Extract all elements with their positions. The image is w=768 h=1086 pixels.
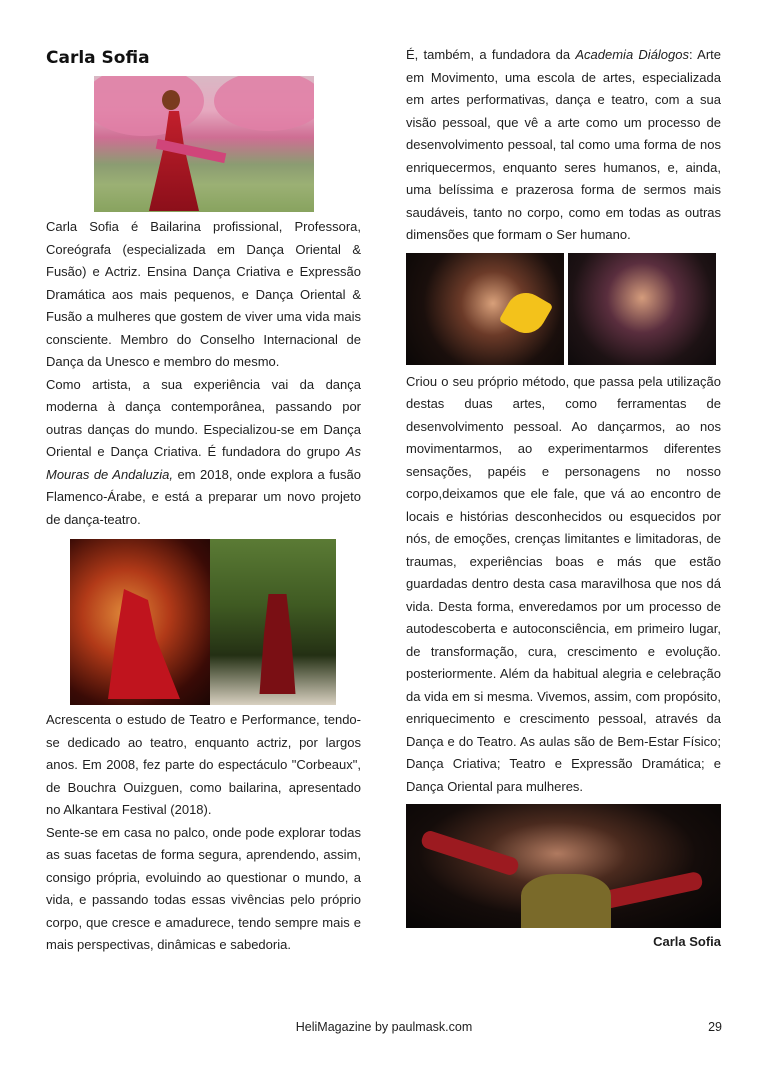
photo-backbend-dancer — [406, 804, 721, 928]
paragraph-method: Criou o seu próprio método, que passa pela utilização destas duas artes, como ferramentas de desenvolvimento pessoal. Ao dançarmos, ao nos movimentarmos, ao experimentarmos diferentes sensações, papéis e personagens no nosso corpo,deixamos que ele fale, que vá ao encontro de locais e histórias desconhecidos ou esquecidos por nós, de emoções, crenças limitantes e limitadoras, de traumas, experiências boas e más que estão guardadas dentro desta casa maravilhosa que nos dá vida. Desta forma, enveredamos por um processo de autodescoberta e autoconsciência, em primeiro lugar, de transformação, cura, crescimento e evolução. posteriormente. Além da habitual alegria e celebração da vida em si mesma. Vivemos, assim, com propósito, enriquecimento e crescimento pessoal, através da Dança e do Teatro. As aulas são de Bem-Estar Físico; Dança Criativa; Teatro e Expressão Dramática; e Dança Oriental para mulheres. — [406, 373, 721, 794]
paragraph-artist: Como artista, a sua experiência vai da dança moderna à dança contemporânea, passando por outras danças do mundo. Especializou-se em Dança Oriental e Dança Criativa. É fundadora do grupo As Mouras de Andaluzia, em 2018, onde explora a fusão Flamenco-Árabe, e está a preparar um novo projeto de dança-teatro. — [46, 376, 361, 527]
article-title: Carla Sofia — [46, 48, 150, 68]
photo-portraits — [406, 253, 716, 365]
photo-dancer-pink-trees — [94, 76, 314, 212]
photo-stage-performances — [70, 539, 336, 705]
photo-caption: Carla Sofia — [653, 934, 721, 949]
footer-page-number: 29 — [708, 1020, 722, 1034]
footer-publication: HeliMagazine by paulmask.com — [295, 1020, 473, 1034]
paragraph-intro: Carla Sofia é Bailarina profissional, Professora, Coreógrafa (especializada em Dança Oriental & Fusão) e Actriz. Ensina Dança Criativa e Expressão Dramática aos mais pequenos, e Dança Oriental & Fusão a mulheres que gostem de viver uma vida mais consciente. Membro do Conselho Internacional de Dança da Unesco e membro do mesmo. — [46, 219, 361, 369]
left-column — [46, 44, 361, 957]
paragraph-stage: Sente-se em casa no palco, onde pode explorar todas as suas facetas de forma segura, aprendendo, assim, consigo própria, evoluindo ao questionar o mundo, a vida, e passando todas essas vivências pelo próprio corpo, que cresce e amadurece, tendo sempre mais e mais perspectivas, dinâmicas e sabedoria. — [46, 824, 361, 952]
paragraph-academy: É, também, a fundadora da Academia Diálogos: Arte em Movimento, uma escola de artes, especializada em artes performativas, dança e teatro, com a sua visão pessoal, que vê a arte como um processo de desenvolvimento pessoal, tal como uma forma de nos enriquecermos, enquanto seres humanos, e, ainda, uma belíssima e prazerosa forma de sermos mais saudáveis, tanto no corpo, como em todas as outras dimensões que formam o Ser humano. — [406, 47, 722, 242]
right-column — [406, 44, 721, 949]
paragraph-theatre: Acrescenta o estudo de Teatro e Performance, tendo-se dedicado ao teatro, enquanto actriz, por largos anos. Em 2008, fez parte do espectáculo "Corbeaux", de Bouchra Ouizguen, como bailarina, apresentado no Alkantara Festival (2018). — [46, 712, 361, 817]
